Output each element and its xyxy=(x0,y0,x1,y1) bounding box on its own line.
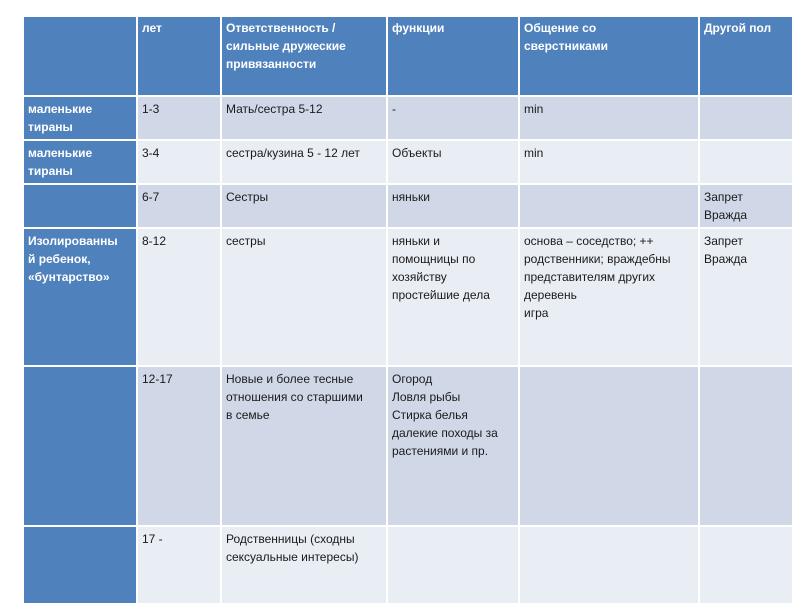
functions-cell: - xyxy=(387,96,519,140)
row-label xyxy=(23,184,137,228)
peers-cell: основа – соседство; ++ родственники; враждебны представителям других деревень игра xyxy=(519,228,699,366)
other-sex-cell: Запрет Вражда xyxy=(699,228,793,366)
row-label: маленькие тираны xyxy=(23,96,137,140)
header-peers: Общение со сверстниками xyxy=(519,16,699,96)
row-label: маленькие тираны xyxy=(23,140,137,184)
functions-cell: Объекты xyxy=(387,140,519,184)
header-other-sex: Другой пол xyxy=(699,16,793,96)
row-label xyxy=(23,526,137,604)
functions-cell: няньки и помощницы по хозяйству простейшие дела xyxy=(387,228,519,366)
development-table xyxy=(22,15,794,605)
responsibility-cell: сестры xyxy=(221,228,387,366)
age-cell: 12-17 xyxy=(137,366,221,526)
functions-cell xyxy=(387,526,519,604)
peers-cell: min xyxy=(519,96,699,140)
responsibility-cell: сестра/кузина 5 - 12 лет xyxy=(221,140,387,184)
responsibility-cell: Сестры xyxy=(221,184,387,228)
age-cell: 6-7 xyxy=(137,184,221,228)
row-label xyxy=(23,366,137,526)
responsibility-cell: Родственницы (сходны сексуальные интересы) xyxy=(221,526,387,604)
other-sex-cell xyxy=(699,526,793,604)
age-cell: 3-4 xyxy=(137,140,221,184)
peers-cell xyxy=(519,184,699,228)
responsibility-cell: Новые и более тесные отношения со старшими в семье xyxy=(221,366,387,526)
table-row xyxy=(23,526,793,604)
table-row xyxy=(23,366,793,526)
header-functions: функции xyxy=(387,16,519,96)
header-row xyxy=(23,16,793,96)
responsibility-cell: Мать/сестра 5-12 xyxy=(221,96,387,140)
table-row xyxy=(23,140,793,184)
age-cell: 1-3 xyxy=(137,96,221,140)
row-label: Изолированны й ребенок, «бунтарство» xyxy=(23,228,137,366)
other-sex-cell xyxy=(699,96,793,140)
table-container xyxy=(22,15,794,605)
age-cell: 8-12 xyxy=(137,228,221,366)
other-sex-cell: Запрет Вражда xyxy=(699,184,793,228)
header-age: лет xyxy=(137,16,221,96)
peers-cell xyxy=(519,526,699,604)
header-label xyxy=(23,16,137,96)
header-responsibility: Ответственность / сильные дружеские привязанности xyxy=(221,16,387,96)
functions-cell: Огород Ловля рыбы Стирка белья далекие походы за растениями и пр. xyxy=(387,366,519,526)
other-sex-cell xyxy=(699,366,793,526)
table-row xyxy=(23,184,793,228)
other-sex-cell xyxy=(699,140,793,184)
peers-cell xyxy=(519,366,699,526)
table-row xyxy=(23,228,793,366)
functions-cell: няньки xyxy=(387,184,519,228)
peers-cell: min xyxy=(519,140,699,184)
age-cell: 17 - xyxy=(137,526,221,604)
table-row xyxy=(23,96,793,140)
